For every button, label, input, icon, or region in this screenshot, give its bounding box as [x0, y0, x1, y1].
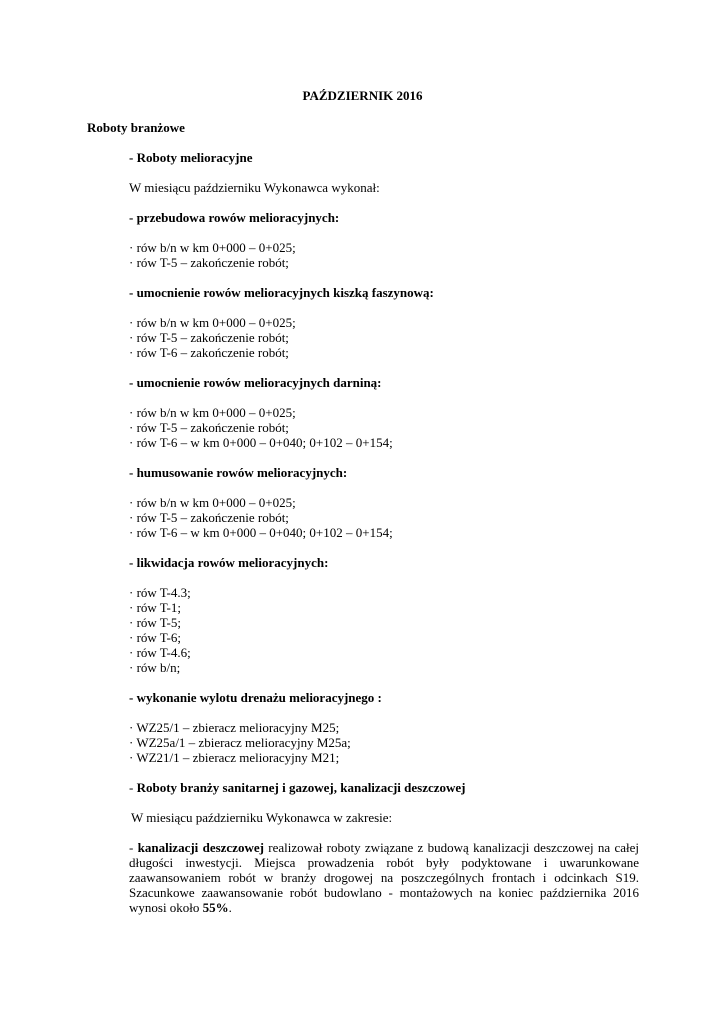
- group-heading: - humusowanie rowów melioracyjnych:: [129, 465, 348, 480]
- group-heading: - umocnienie rowów melioracyjnych darniną:: [129, 375, 382, 390]
- list-item: · WZ25a/1 – zbieracz melioracyjny M25a;: [129, 735, 351, 750]
- kanalizacja-label: kanalizacji deszczowej: [137, 840, 264, 855]
- list-item: · rów b/n w km 0+000 – 0+025;: [129, 240, 296, 255]
- list-item: · rów T-5 – zakończenie robót;: [129, 420, 289, 435]
- list-item: · rów T-5;: [129, 615, 181, 630]
- list-item: · rów T-6 – w km 0+000 – 0+040; 0+102 – 0+154;: [129, 525, 393, 540]
- content-body: [129, 150, 639, 915]
- section-heading: Roboty branżowe: [87, 120, 185, 135]
- list-item: · rów T-6;: [129, 630, 181, 645]
- sanitarna-heading-text: Roboty branży sanitarnej i gazowej, kanalizacji deszczowej: [136, 780, 466, 795]
- group-heading: - wykonanie wylotu drenażu melioracyjnego :: [129, 690, 382, 705]
- list-item: · rów T-5 – zakończenie robót;: [129, 255, 289, 270]
- list-item: · rów b/n;: [129, 660, 181, 675]
- list-item: · rów T-6 – w km 0+000 – 0+040; 0+102 – 0+154;: [129, 435, 393, 450]
- list-item: · rów T-6 – zakończenie robót;: [129, 345, 289, 360]
- list-item: · rów T-5 – zakończenie robót;: [129, 510, 289, 525]
- list-item: · rów T-5 – zakończenie robót;: [129, 330, 289, 345]
- kanalizacja-dash: -: [129, 840, 138, 855]
- list-item: · rów b/n w km 0+000 – 0+025;: [129, 405, 296, 420]
- group-heading: - likwidacja rowów melioracyjnych:: [129, 555, 329, 570]
- list-item: · WZ21/1 – zbieracz melioracyjny M21;: [129, 750, 340, 765]
- melioracja-intro: W miesiącu październiku Wykonawca wykonał:: [129, 180, 380, 195]
- sanitarna-intro: W miesiącu październiku Wykonawca w zakresie:: [131, 810, 393, 825]
- list-item: · rów T-4.3;: [129, 585, 191, 600]
- list-item: · rów b/n w km 0+000 – 0+025;: [129, 315, 296, 330]
- kanalizacja-percent: 55%: [202, 900, 229, 915]
- page-title: PAŹDZIERNIK 2016: [302, 88, 423, 103]
- list-item: · WZ25/1 – zbieracz melioracyjny M25;: [129, 720, 340, 735]
- kanalizacja-text: realizował roboty związane z budową kanalizacji deszczowej na całej długości inwestycji. Miejsca prowadzenia robót były podyktowane i uwarunkowane zaawansowaniem robót w branży drogowej na poszczególnych frontach i odcinkach S19. Szacunkowe zaawansowanie robót budowlano - montażowych na koniec października 2016 wynosi około: [129, 840, 639, 915]
- sanitarna-heading-dash: -: [129, 780, 137, 795]
- kanalizacja-end: .: [228, 900, 232, 915]
- group-heading: - przebudowa rowów melioracyjnych:: [129, 210, 340, 225]
- list-item: · rów b/n w km 0+000 – 0+025;: [129, 495, 296, 510]
- list-item: · rów T-4.6;: [129, 645, 191, 660]
- kanalizacja-paragraph: [129, 840, 639, 915]
- melioracja-heading: - Roboty melioracyjne: [129, 150, 253, 165]
- sanitarna-heading: [129, 780, 639, 795]
- group-heading: - umocnienie rowów melioracyjnych kiszką faszynową:: [129, 285, 434, 300]
- list-item: · rów T-1;: [129, 600, 181, 615]
- melioracja-groups: [129, 210, 639, 780]
